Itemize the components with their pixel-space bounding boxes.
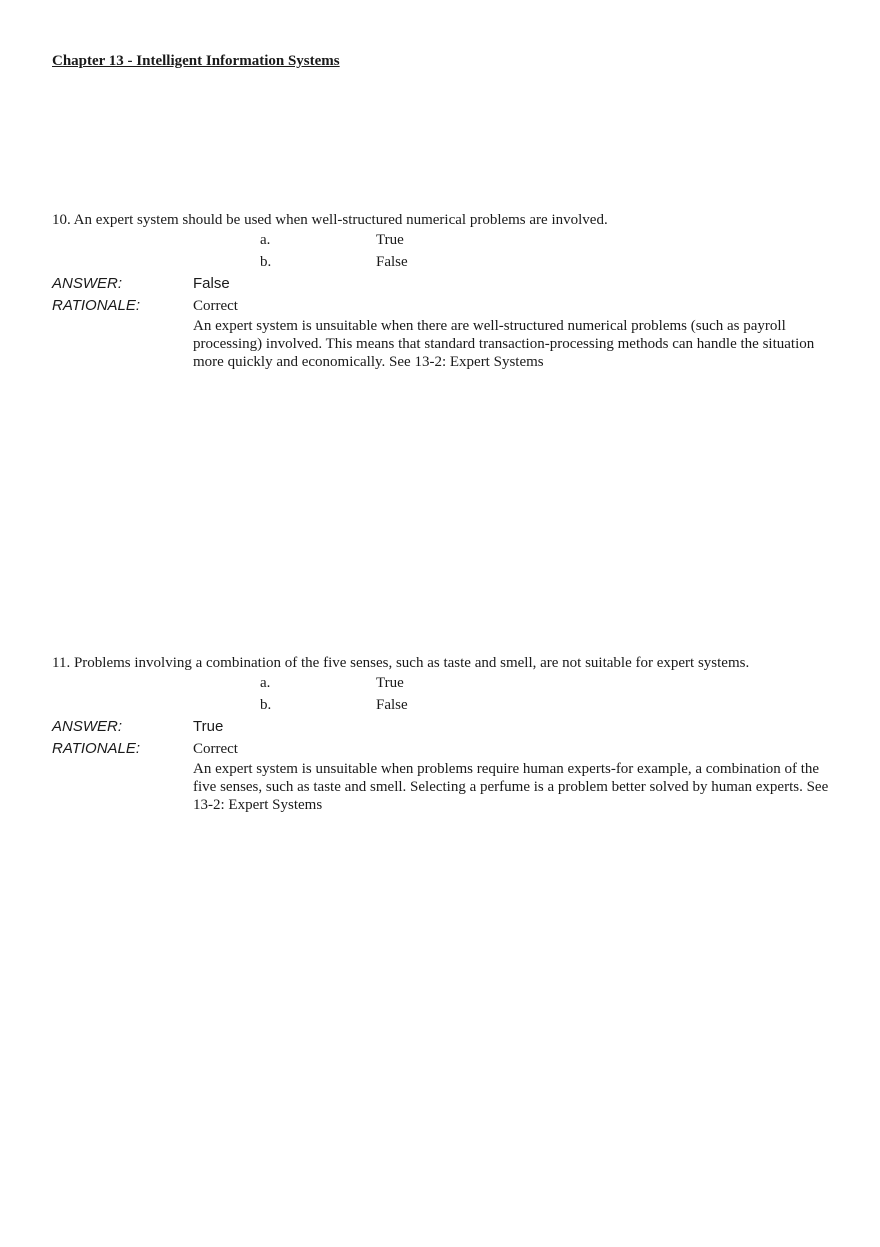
rationale-verdict: Correct bbox=[193, 298, 238, 314]
option-text: True bbox=[376, 675, 404, 691]
option-letter: b. bbox=[260, 697, 272, 713]
rationale-block bbox=[193, 295, 842, 371]
option-text: False bbox=[376, 254, 408, 270]
rationale-row bbox=[52, 738, 842, 814]
chapter-title: Chapter 13 - Intelligent Information Systems bbox=[52, 53, 340, 69]
rationale-explanation: An expert system is unsuitable when there are well-structured numerical problems (such as payroll processing) involved. This means that standard transaction-processing methods can handle the situation more quickly and economically. See 13-2: Expert Systems bbox=[193, 318, 815, 370]
question-stem: 11. Problems involving a combination of the five senses, such as taste and smell, are not suitable for expert systems. bbox=[52, 655, 750, 671]
option-b bbox=[52, 694, 842, 716]
option-a bbox=[52, 229, 842, 251]
rationale-explanation: An expert system is unsuitable when problems require human experts-for example, a combination of the five senses, such as taste and smell. Selecting a perfume is a problem better solved by human experts. See 13-2: Expert Systems bbox=[193, 761, 829, 813]
question-stem: 10. An expert system should be used when well-structured numerical problems are involved. bbox=[52, 212, 608, 228]
option-text: True bbox=[376, 232, 404, 248]
answer-label: ANSWER: bbox=[52, 718, 123, 735]
answer-value: False bbox=[193, 275, 230, 292]
rationale-verdict: Correct bbox=[193, 741, 238, 757]
answer-row bbox=[52, 716, 842, 738]
answer-value: True bbox=[193, 718, 224, 735]
question-11 bbox=[52, 654, 842, 814]
question-10 bbox=[52, 211, 842, 371]
rationale-row bbox=[52, 295, 842, 371]
option-letter: b. bbox=[260, 254, 272, 270]
rationale-label: RATIONALE: bbox=[52, 297, 141, 314]
option-b bbox=[52, 251, 842, 273]
option-letter: a. bbox=[260, 232, 271, 248]
option-letter: a. bbox=[260, 675, 271, 691]
rationale-label: RATIONALE: bbox=[52, 740, 141, 757]
answer-row bbox=[52, 273, 842, 295]
rationale-block bbox=[193, 738, 842, 814]
answer-label: ANSWER: bbox=[52, 275, 123, 292]
option-text: False bbox=[376, 697, 408, 713]
option-a bbox=[52, 672, 842, 694]
